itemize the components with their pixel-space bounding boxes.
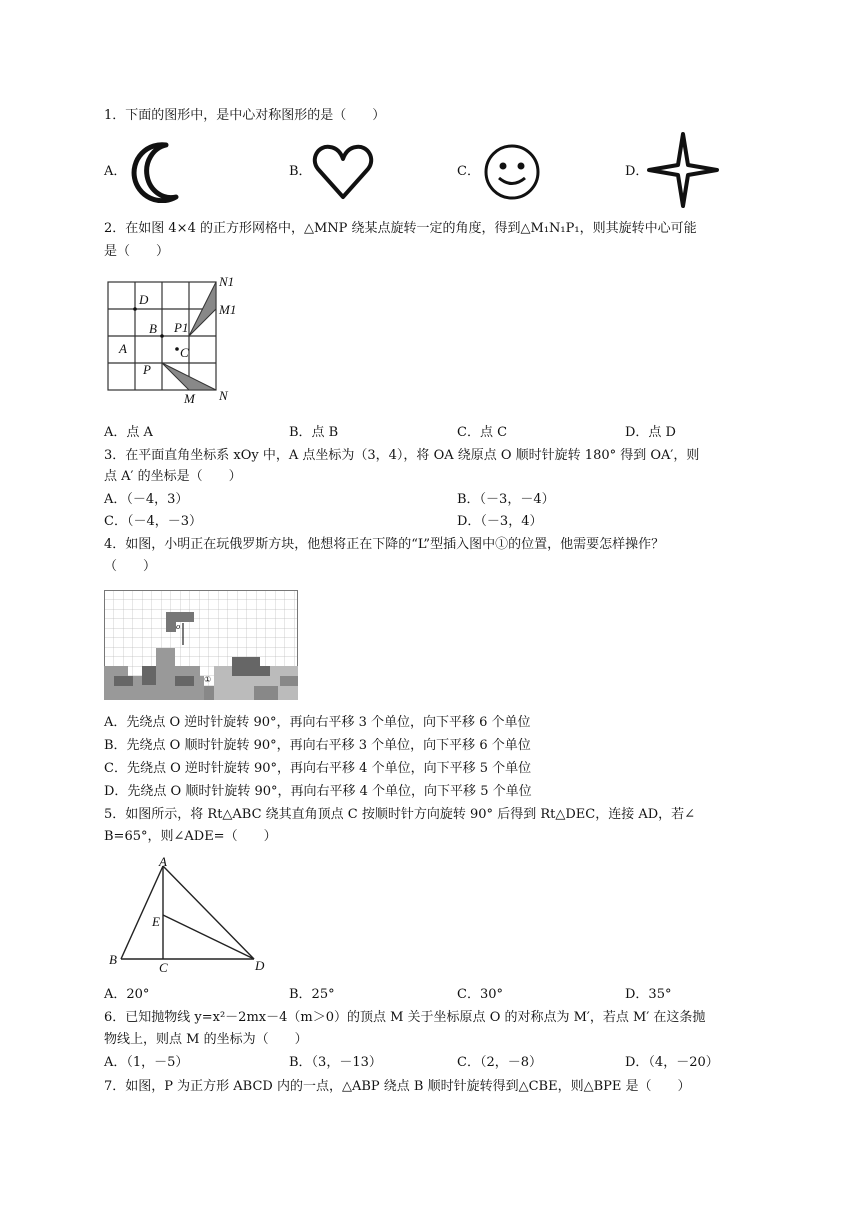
q4-stem-line1: 4．如图，小明正在玩俄罗斯方块，他想将正在下降的“L”型插入图中①的位置，他需要怎样操作？ <box>104 537 665 552</box>
q5-option-c: C．30° <box>457 987 503 1002</box>
q5-triangle-figure <box>104 856 274 976</box>
q6-option-a: A．（1，－5） <box>104 1055 189 1070</box>
q4-option-b: B．先绕点 O 顺时针旋转 90°，再向右平移 3 个单位，向下平移 6 个单位 <box>104 738 531 753</box>
q5-option-d: D．35° <box>625 987 672 1002</box>
q2-stem-line1: 2．在如图 4×4 的正方形网格中，△MNP 绕某点旋转一定的角度，得到△M₁N₁P₁，则其旋转中心可能 <box>104 221 697 236</box>
q2-option-d: D．点 D <box>625 425 676 440</box>
q2-option-b: B．点 B <box>289 425 339 440</box>
q2-stem-line2: 是（ ） <box>104 244 170 259</box>
q3-option-a: A．（－4，3） <box>104 492 189 507</box>
q5-label-d: D <box>255 958 265 973</box>
q5-label-b: B <box>109 952 117 967</box>
q5-stem-line1: 5．如图所示，将 Rt△ABC 绕其直角顶点 C 按顺时针方向旋转 90° 后得到 Rt△DEC，连接 AD，若∠ <box>104 807 696 822</box>
q2-label-n: N <box>219 388 228 403</box>
q2-option-c: C．点 C <box>457 425 508 440</box>
q4-option-c: C．先绕点 O 逆时针旋转 90°，再向右平移 4 个单位，向下平移 5 个单位 <box>104 761 532 776</box>
q1-option-c: C． <box>457 164 480 179</box>
q3-stem-line1: 3．在平面直角坐标系 xOy 中，A 点坐标为（3，4），将 OA 绕原点 O 顺时针旋转 180° 得到 OA′，则 <box>104 448 700 463</box>
q2-label-c: C <box>180 345 189 360</box>
q3-option-b: B．（－3，－4） <box>457 492 555 507</box>
q1-stem: 1．下面的图形中，是中心对称图形的是（ ） <box>104 108 386 123</box>
q2-label-m1: M1 <box>219 302 237 317</box>
q2-label-m: M <box>184 391 195 406</box>
q5-label-a: A <box>159 856 167 869</box>
q6-stem-line1: 6．已知抛物线 y=x²－2mx－4（m＞0）的顶点 M 关于坐标原点 O 的对称点为 M′，若点 M′ 在这条抛 <box>104 1010 706 1025</box>
heart-icon <box>312 143 374 201</box>
smiley-face-icon <box>482 143 542 201</box>
q7-stem: 7．如图，P 为正方形 ABCD 内的一点，△ABP 绕点 B 顺时针旋转得到△CBE，则△BPE 是（ ） <box>104 1079 691 1094</box>
q4-tetris-figure <box>104 590 298 700</box>
q6-option-c: C．（2，－8） <box>457 1055 542 1070</box>
q4-option-d: D．先绕点 O 顺时针旋转 90°，再向右平移 4 个单位，向下平移 5 个单位 <box>104 784 532 799</box>
q4-stem-line2: （ ） <box>104 559 157 574</box>
q1-option-b: B． <box>289 164 312 179</box>
q6-option-d: D．（4，－20） <box>625 1055 719 1070</box>
q2-label-p1: P1 <box>174 320 189 335</box>
q5-option-a: A．20° <box>104 987 150 1002</box>
q3-option-d: D．（－3，4） <box>457 514 543 529</box>
q6-option-b: B．（3，－13） <box>289 1055 382 1070</box>
q2-label-a: A <box>119 341 127 356</box>
q6-stem-line2: 物线上，则点 M 的坐标为（ ） <box>104 1032 308 1047</box>
q2-label-d: D <box>139 292 149 307</box>
q5-label-e: E <box>152 914 160 929</box>
q4-label-1: ① <box>204 675 212 684</box>
four-point-star-icon <box>646 131 720 209</box>
q2-label-n1: N1 <box>219 274 235 289</box>
q5-option-b: B．25° <box>289 987 335 1002</box>
q4-option-a: A．先绕点 O 逆时针旋转 90°，再向右平移 3 个单位，向下平移 6 个单位 <box>104 715 531 730</box>
q3-stem-line2: 点 A′ 的坐标是（ ） <box>104 469 242 484</box>
q2-grid-figure <box>100 270 250 410</box>
q5-stem-line2: B=65°，则∠ADE=（ ） <box>104 829 277 844</box>
q5-label-c: C <box>159 960 168 975</box>
q1-option-a: A． <box>104 164 127 179</box>
q1-option-d: D． <box>625 164 649 179</box>
q3-option-c: C．（－4，－3） <box>104 514 202 529</box>
q2-label-p: P <box>143 362 151 377</box>
q2-label-b: B <box>149 321 157 336</box>
q4-label-o: o <box>176 623 181 631</box>
crescent-moon-icon <box>124 141 184 203</box>
q2-option-a: A．点 A <box>104 425 153 440</box>
